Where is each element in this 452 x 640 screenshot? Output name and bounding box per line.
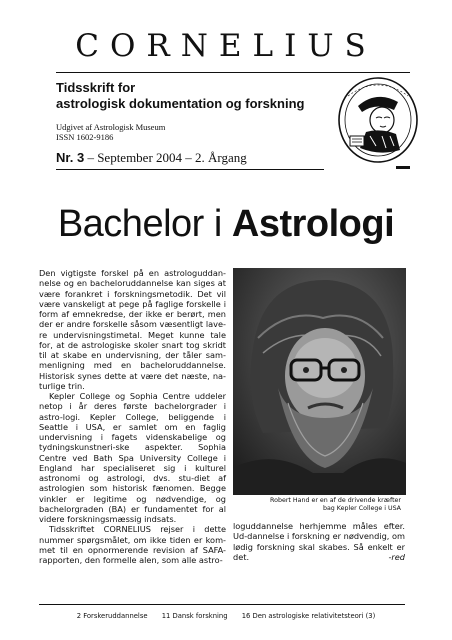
masthead-title: CORNELIUS (75, 28, 377, 64)
article-headline (0, 203, 452, 246)
subtitle-line-1: Tidsskrift for (56, 80, 136, 95)
toc-item-3[interactable]: 16 Den astrologiske relativitetsteori (3) (241, 612, 376, 620)
article-signature: -red (388, 552, 405, 562)
publisher-info (56, 122, 165, 142)
issn: ISSN 1602-9186 (56, 132, 114, 142)
issue-line (56, 150, 247, 166)
article-paragraph-1: Den vigtigste forskel på en astrologuddan-nelse og en bacheloruddannelse kan siges at være forankret i forskningsmetodik. Det vil være vanskeligt at pege på faglige forskelle i form af emnekredse, der ikke er berørt, men der er andre forskelle såsom væsentligt lave-re undervisningstimetal. Meget kunne tale for, at de astrologiske skoler snart tog skridt til at skabe en undervisning, der tåler sam-menligning med en bacheloruddannelse. Historisk synes dette at være det næste, na-turlige trin. (39, 268, 226, 391)
publisher-name: Udgivet af Astrologisk Museum (56, 122, 166, 132)
subtitle-line-2: astrologisk dokumentation og forskning (56, 96, 305, 111)
article-paragraph-3: Tidsskriftet CORNELIUS rejser i dette nummer spørgsmålet, om ikke tiden er kom-met til en opnormerende revision af SAFA-rapporten, den formelle alen, som alle astro- (39, 524, 226, 565)
journal-subtitle (56, 80, 346, 112)
cornelius-portrait-seal-icon (336, 76, 420, 166)
issue-rule-right (396, 166, 410, 169)
toc-item-2[interactable]: 11 Dansk forskning (161, 612, 228, 620)
article-body-left (39, 268, 226, 565)
photo-caption (233, 497, 401, 513)
headline-bold: Astrologi (231, 203, 395, 245)
robert-hand-photo (233, 268, 406, 495)
toc-item-1[interactable]: 2 Forskeruddannelse (76, 612, 148, 620)
headline-light: Bachelor i (57, 203, 232, 245)
photo-caption-line-1: Robert Hand er en af de drivende kræfter (270, 497, 401, 504)
issue-number: Nr. 3 (56, 150, 85, 165)
photo-caption-line-2: bag Kepler College i USA (322, 505, 401, 512)
table-of-contents-footer (0, 612, 452, 620)
masthead-top-rule (56, 72, 410, 73)
issue-rule-left (56, 169, 324, 170)
article-paragraph-continued: loguddannelse herhjemme måles efter. Ud-dannelse i forskning er nødvendig, om lødig forskning skal skabes. Så enkelt er det. (233, 521, 405, 562)
article-paragraph-2: Kepler College og Sophia Centre uddeler netop i år deres første bachelorgrader i astro-logi. Kepler College, beliggende i Seattle i USA, er samlet om en faglig undervisning i fagets videnskabelige og tydningskunstneri-ske aspekter. Sophia Centre ved Bath Spa University College i England har specialiseret sig i kulturel astronomi og astrologi, dvs. stu-diet af astrologien som historisk fænomen. Begge vinkler er legitime og nødvendige, og bachelorgraden (BA) er fundamentet for al videre forskningsmæssig indsats. (39, 391, 226, 524)
issue-date: – September 2004 – 2. Årgang (84, 150, 247, 165)
footer-rule (39, 604, 405, 605)
